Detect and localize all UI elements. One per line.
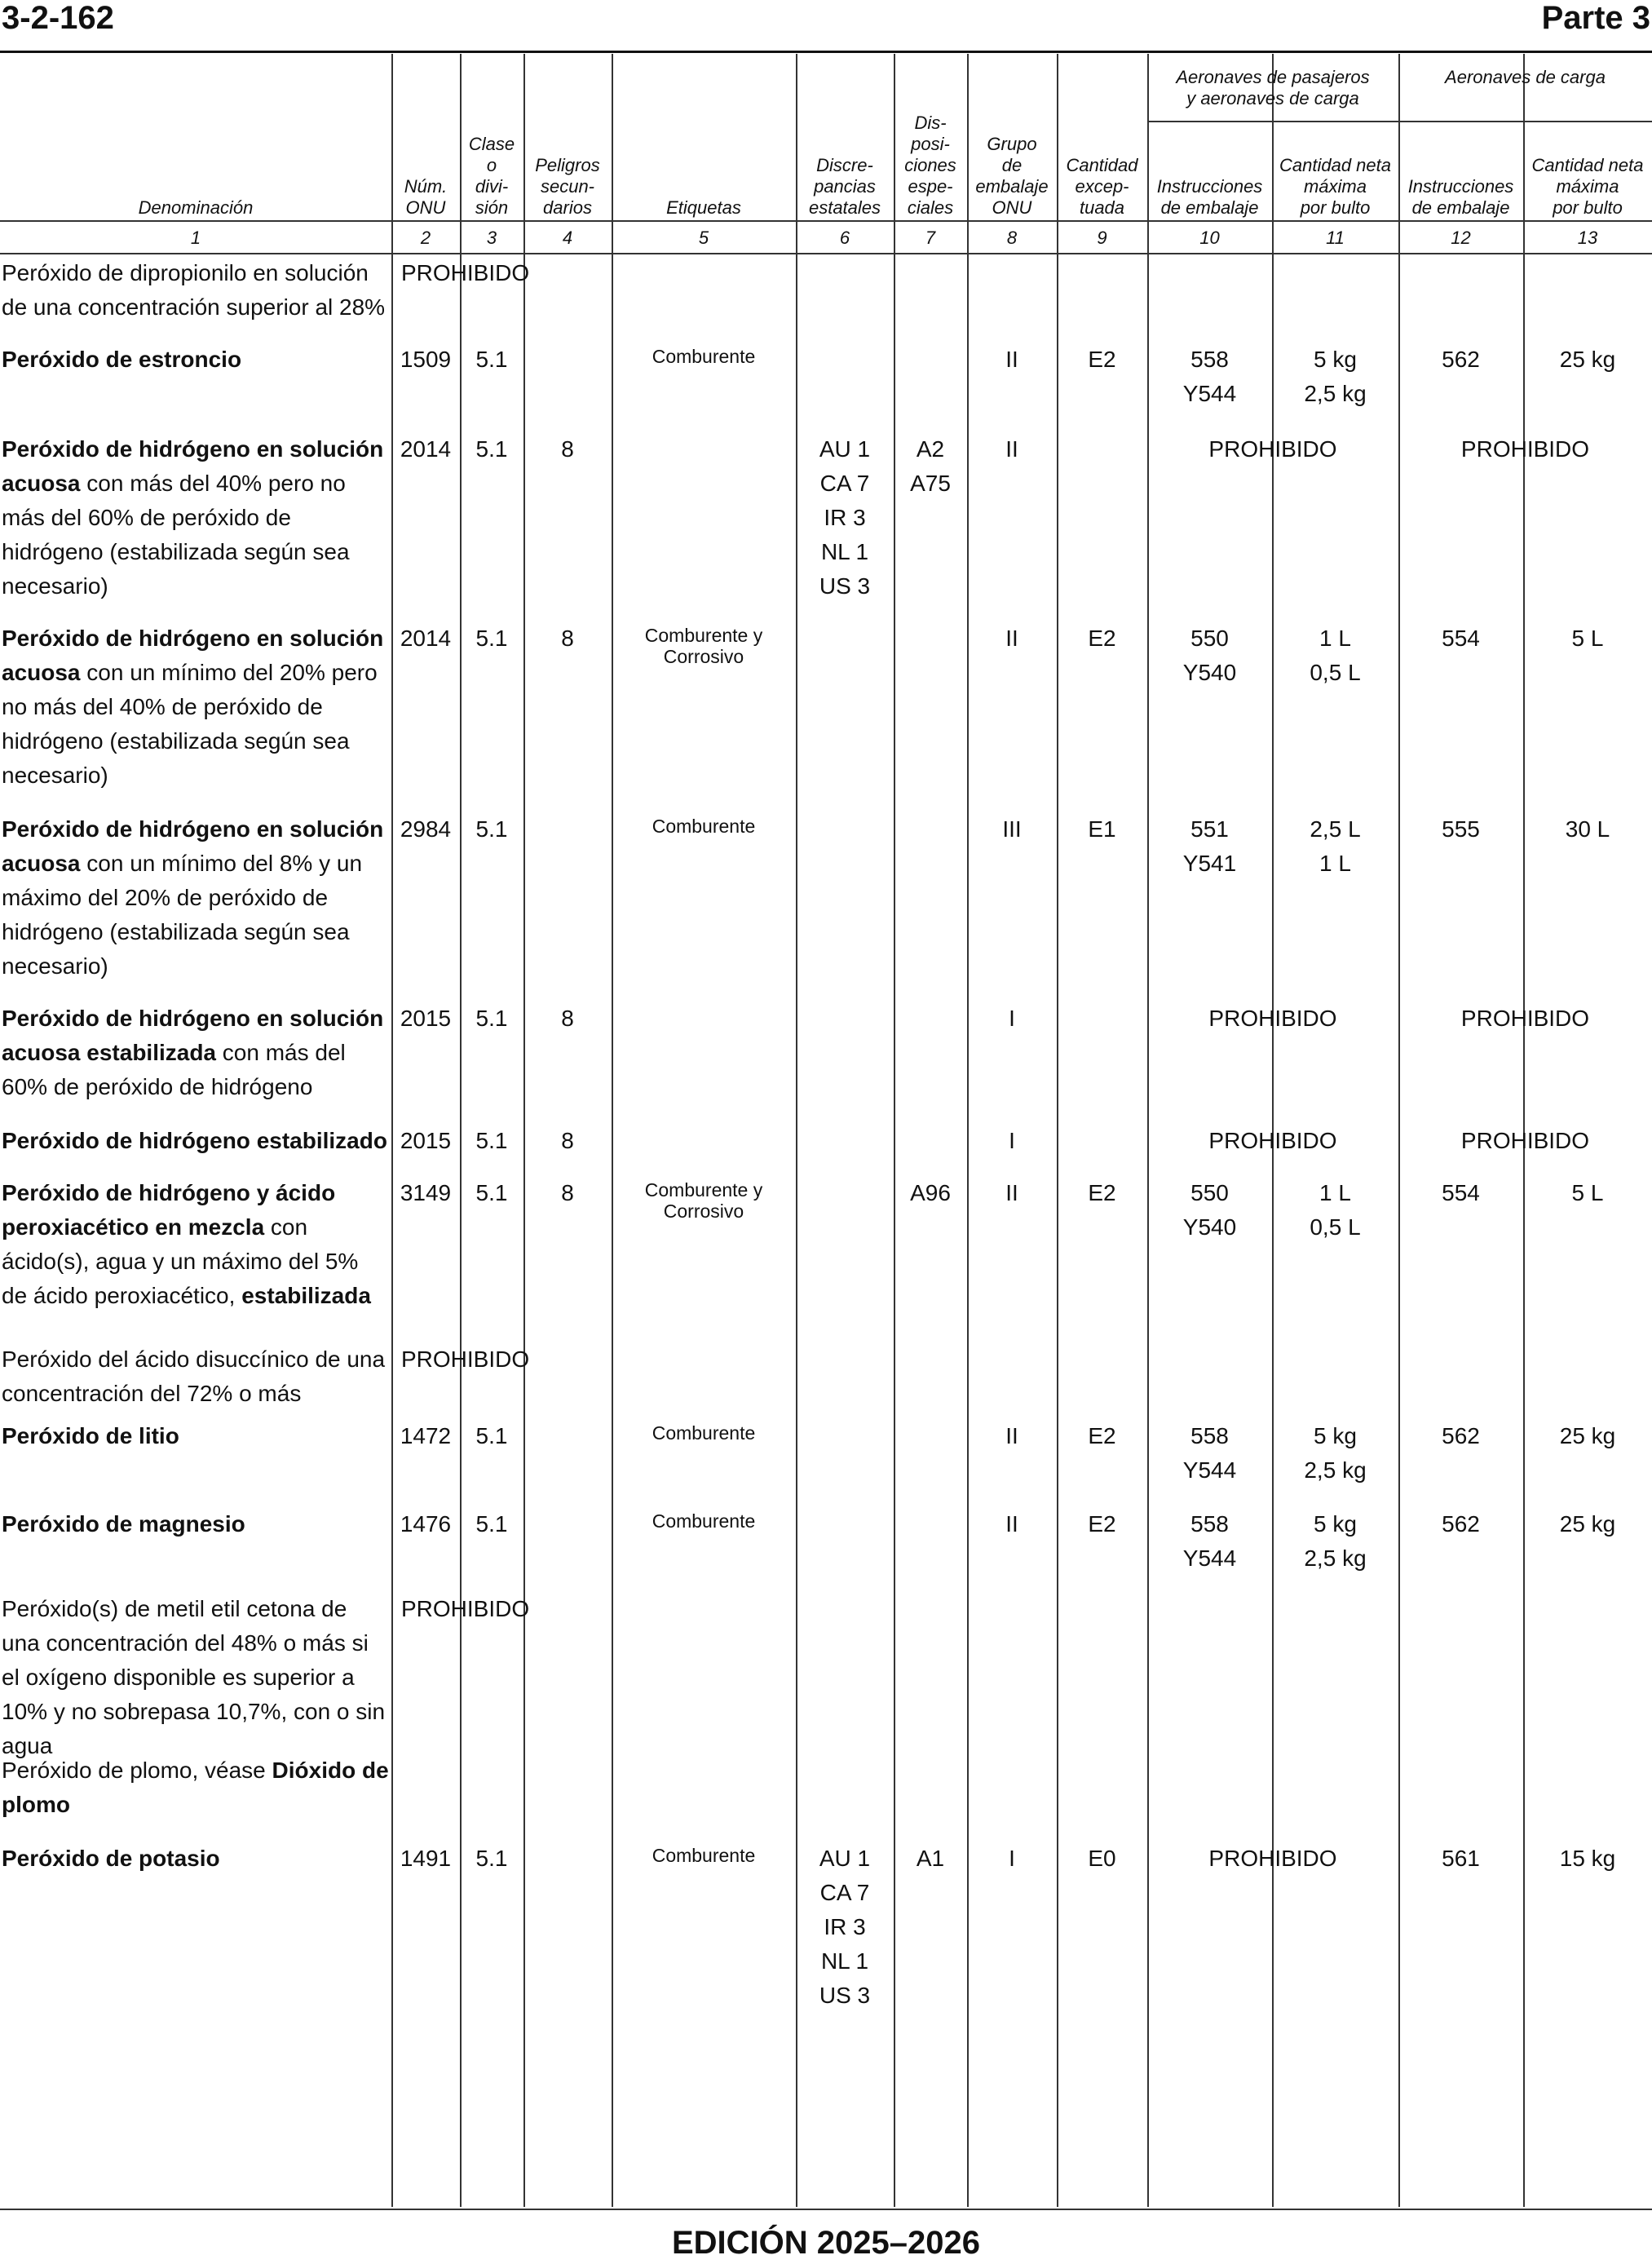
column-divider xyxy=(1057,54,1058,2207)
column-header: Discre- pancias estatales xyxy=(808,155,881,218)
cargo-packing-instruction: 562 xyxy=(1442,1511,1480,1537)
substance-name xyxy=(2,812,390,984)
name-fragment: Peróxido de litio xyxy=(2,1423,179,1448)
labels: Comburente xyxy=(652,346,756,367)
part-label: Parte 3 xyxy=(1541,0,1650,36)
passenger-max-quantity: 1 L 0,5 L xyxy=(1310,626,1361,685)
substance-name xyxy=(2,343,390,377)
passenger-prohibited: PROHIBIDO xyxy=(1208,1128,1337,1153)
name-fragment: con un mínimo del 20% pero no más del 40% de peróxido de hidrógeno (estabilizada según sea necesario) xyxy=(2,660,378,788)
un-number: 1472 xyxy=(400,1423,452,1448)
column-number-rule xyxy=(0,253,1652,254)
passenger-max-quantity: 5 kg 2,5 kg xyxy=(1304,1423,1367,1483)
un-number: 2014 xyxy=(400,436,452,462)
passenger-prohibited: PROHIBIDO xyxy=(1208,1006,1337,1031)
excepted-quantity: E1 xyxy=(1088,816,1116,842)
excepted-quantity: E0 xyxy=(1088,1846,1116,1871)
passenger-packing-instruction: 558 Y544 xyxy=(1182,1423,1237,1483)
substance-name xyxy=(2,1842,390,1876)
subsidiary-hazard: 8 xyxy=(561,1128,574,1153)
substance-name xyxy=(2,1592,390,1763)
name-fragment: Peróxido de magnesio xyxy=(2,1511,245,1537)
hazard-class: 5.1 xyxy=(475,1846,508,1871)
excepted-quantity: E2 xyxy=(1088,1180,1116,1205)
column-header: Clase o divi- sión xyxy=(468,134,515,218)
group-divider xyxy=(1147,121,1652,122)
passenger-max-quantity: 5 kg 2,5 kg xyxy=(1304,347,1367,406)
cargo-packing-instruction: 561 xyxy=(1442,1846,1480,1871)
state-variations: AU 1 CA 7 IR 3 NL 1 US 3 xyxy=(819,1846,871,2008)
cargo-packing-instruction: 562 xyxy=(1442,347,1480,372)
column-number: 2 xyxy=(420,228,431,248)
name-fragment: Peróxido de hidrógeno en solución acuosa estabilizada xyxy=(2,1006,384,1065)
name-fragment: Peróxido de hidrógeno estabilizado xyxy=(2,1128,387,1153)
column-header: Núm. ONU xyxy=(404,176,448,218)
substance-name xyxy=(2,1002,390,1104)
passenger-packing-instruction: 550 Y540 xyxy=(1182,626,1237,685)
substance-name xyxy=(2,1507,390,1541)
name-fragment: Peróxido(s) de metil etil cetona de una concentración del 48% o más si el oxígeno disponible es superior a 10% y no sobrepasa 10,7%, con o sin agua xyxy=(2,1596,386,1758)
special-provisions: A2 A75 xyxy=(910,436,951,496)
un-number: 1476 xyxy=(400,1511,452,1537)
packing-group: II xyxy=(1005,436,1018,462)
un-number: 1509 xyxy=(400,347,452,372)
prohibited-label: PROHIBIDO xyxy=(401,1596,530,1621)
passenger-packing-instruction: 558 Y544 xyxy=(1182,347,1237,406)
page-number: 3-2-162 xyxy=(2,0,114,36)
substance-name xyxy=(2,1419,390,1453)
page-header xyxy=(0,0,1652,52)
packing-group: II xyxy=(1005,626,1018,651)
hazard-class: 5.1 xyxy=(475,1511,508,1537)
substance-name xyxy=(2,256,390,325)
packing-group: I xyxy=(1009,1128,1015,1153)
subsidiary-hazard: 8 xyxy=(561,1006,574,1031)
cargo-packing-instruction: 554 xyxy=(1442,626,1480,651)
un-number: 2984 xyxy=(400,816,452,842)
name-fragment: Peróxido de potasio xyxy=(2,1846,220,1871)
excepted-quantity: E2 xyxy=(1088,1423,1116,1448)
substance-name xyxy=(2,1342,390,1411)
name-fragment: Peróxido de estroncio xyxy=(2,347,242,372)
column-header: Instrucciones de embalaje xyxy=(1407,176,1514,218)
passenger-prohibited: PROHIBIDO xyxy=(1208,436,1337,462)
name-fragment: Peróxido de hidrógeno y ácido peroxiacético en mezcla xyxy=(2,1180,336,1240)
cargo-max-quantity: 5 L xyxy=(1571,626,1604,651)
labels: Comburente xyxy=(652,1845,756,1866)
name-fragment: con más del 40% pero no más del 60% de peróxido de hidrógeno (estabilizada según sea necesario) xyxy=(2,471,350,599)
subsidiary-hazard: 8 xyxy=(561,436,574,462)
hazard-class: 5.1 xyxy=(475,436,508,462)
packing-group: I xyxy=(1009,1846,1015,1871)
name-fragment: con un mínimo del 8% y un máximo del 20% de peróxido de hidrógeno (estabilizada según sea necesario) xyxy=(2,851,363,979)
name-fragment: con más del 60% de peróxido de hidrógeno xyxy=(2,1040,346,1099)
cargo-max-quantity: 25 kg xyxy=(1559,1511,1616,1537)
packing-group: III xyxy=(1002,816,1022,842)
prohibited-label: PROHIBIDO xyxy=(401,260,530,285)
passenger-max-quantity: 2,5 L 1 L xyxy=(1310,816,1361,876)
hazard-class: 5.1 xyxy=(475,1006,508,1031)
passenger-packing-instruction: 558 Y544 xyxy=(1182,1511,1237,1571)
group-header-passenger: Aeronaves de pasajeros y aeronaves de carga xyxy=(1176,67,1370,108)
column-number: 6 xyxy=(839,228,850,248)
name-fragment: Peróxido de dipropionilo en solución de una concentración superior al 28% xyxy=(2,260,386,320)
packing-group: II xyxy=(1005,1180,1018,1205)
column-number: 1 xyxy=(190,228,201,248)
cargo-max-quantity: 30 L xyxy=(1565,816,1610,842)
subsidiary-hazard: 8 xyxy=(561,1180,574,1205)
excepted-quantity: E2 xyxy=(1088,626,1116,651)
excepted-quantity: E2 xyxy=(1088,1511,1116,1537)
column-header: Dis- posi- ciones espe- ciales xyxy=(904,113,956,218)
column-header: Cantidad neta máxima por bulto xyxy=(1279,155,1391,218)
column-number: 9 xyxy=(1097,228,1107,248)
name-fragment: Peróxido de hidrógeno en solución acuosa xyxy=(2,626,384,685)
un-number: 2015 xyxy=(400,1128,452,1153)
bottom-rule xyxy=(0,2209,1652,2210)
cargo-prohibited: PROHIBIDO xyxy=(1460,1128,1590,1153)
substance-name xyxy=(2,432,390,604)
passenger-packing-instruction: 551 Y541 xyxy=(1182,816,1237,876)
header-bottom-rule xyxy=(0,220,1652,222)
labels: Comburente y Corrosivo xyxy=(644,1179,763,1222)
un-number: 3149 xyxy=(400,1180,452,1205)
cargo-packing-instruction: 555 xyxy=(1442,816,1480,842)
substance-name xyxy=(2,621,390,793)
column-number: 4 xyxy=(562,228,573,248)
column-divider xyxy=(894,54,895,2207)
passenger-max-quantity: 5 kg 2,5 kg xyxy=(1304,1511,1367,1571)
labels: Comburente xyxy=(652,1510,756,1532)
name-fragment: Peróxido de plomo, véase xyxy=(2,1758,272,1783)
column-header: Instrucciones de embalaje xyxy=(1156,176,1263,218)
passenger-max-quantity: 1 L 0,5 L xyxy=(1310,1180,1361,1240)
state-variations: AU 1 CA 7 IR 3 NL 1 US 3 xyxy=(819,436,871,599)
hazard-class: 5.1 xyxy=(475,347,508,372)
labels: Comburente y Corrosivo xyxy=(644,625,763,667)
column-header: Peligros secun- darios xyxy=(535,155,600,218)
cargo-max-quantity: 25 kg xyxy=(1559,1423,1616,1448)
column-number: 11 xyxy=(1326,228,1345,248)
un-number: 2014 xyxy=(400,626,452,651)
column-header: Etiquetas xyxy=(666,197,741,218)
cargo-prohibited: PROHIBIDO xyxy=(1460,1006,1590,1031)
hazard-class: 5.1 xyxy=(475,1128,508,1153)
group-header-cargo: Aeronaves de carga xyxy=(1445,67,1606,87)
subsidiary-hazard: 8 xyxy=(561,626,574,651)
column-number: 3 xyxy=(486,228,497,248)
substance-name xyxy=(2,1753,390,1822)
column-header: Cantidad excep- tuada xyxy=(1066,155,1138,218)
column-number: 7 xyxy=(925,228,936,248)
hazard-class: 5.1 xyxy=(475,626,508,651)
column-number: 13 xyxy=(1577,228,1598,248)
column-header: Denominación xyxy=(138,197,254,218)
packing-group: II xyxy=(1005,347,1018,372)
special-provisions: A1 xyxy=(916,1846,945,1871)
column-number: 10 xyxy=(1199,228,1220,248)
hazard-class: 5.1 xyxy=(475,1423,508,1448)
cargo-max-quantity: 5 L xyxy=(1571,1180,1604,1205)
column-header: Grupo de embalaje ONU xyxy=(975,134,1049,218)
column-number: 12 xyxy=(1451,228,1471,248)
labels: Comburente xyxy=(652,1422,756,1444)
un-number: 2015 xyxy=(400,1006,452,1031)
labels: Comburente xyxy=(652,816,756,837)
name-fragment: Dióxido de plomo xyxy=(2,1758,389,1817)
substance-name xyxy=(2,1124,390,1158)
name-fragment: estabilizada xyxy=(241,1283,371,1308)
hazard-class: 5.1 xyxy=(475,816,508,842)
substance-name xyxy=(2,1176,390,1313)
cargo-max-quantity: 25 kg xyxy=(1559,347,1616,372)
column-number: 5 xyxy=(698,228,709,248)
name-fragment: Peróxido del ácido disuccínico de una concentración del 72% o más xyxy=(2,1346,386,1406)
prohibited-label: PROHIBIDO xyxy=(401,1346,530,1372)
passenger-packing-instruction: 550 Y540 xyxy=(1182,1180,1237,1240)
column-number: 8 xyxy=(1006,228,1018,248)
packing-group: II xyxy=(1005,1423,1018,1448)
hazard-class: 5.1 xyxy=(475,1180,508,1205)
cargo-packing-instruction: 554 xyxy=(1442,1180,1480,1205)
un-number: 1491 xyxy=(400,1846,452,1871)
header-rule xyxy=(0,51,1652,53)
name-fragment: Peróxido de hidrógeno en solución acuosa xyxy=(2,816,384,876)
edition-footer: EDICIÓN 2025–2026 xyxy=(671,2225,980,2261)
column-divider xyxy=(612,54,613,2207)
column-header: Cantidad neta máxima por bulto xyxy=(1531,155,1644,218)
special-provisions: A96 xyxy=(910,1180,951,1205)
cargo-prohibited: PROHIBIDO xyxy=(1460,436,1590,462)
cargo-packing-instruction: 562 xyxy=(1442,1423,1480,1448)
cargo-max-quantity: 15 kg xyxy=(1559,1846,1616,1871)
name-fragment: Peróxido de hidrógeno en solución acuosa xyxy=(2,436,384,496)
packing-group: II xyxy=(1005,1511,1018,1537)
name-fragment: con ácido(s), agua y un máximo del 5% de ácido peroxiacético, xyxy=(2,1214,359,1308)
packing-group: I xyxy=(1009,1006,1015,1031)
excepted-quantity: E2 xyxy=(1088,347,1116,372)
passenger-prohibited: PROHIBIDO xyxy=(1208,1846,1337,1871)
